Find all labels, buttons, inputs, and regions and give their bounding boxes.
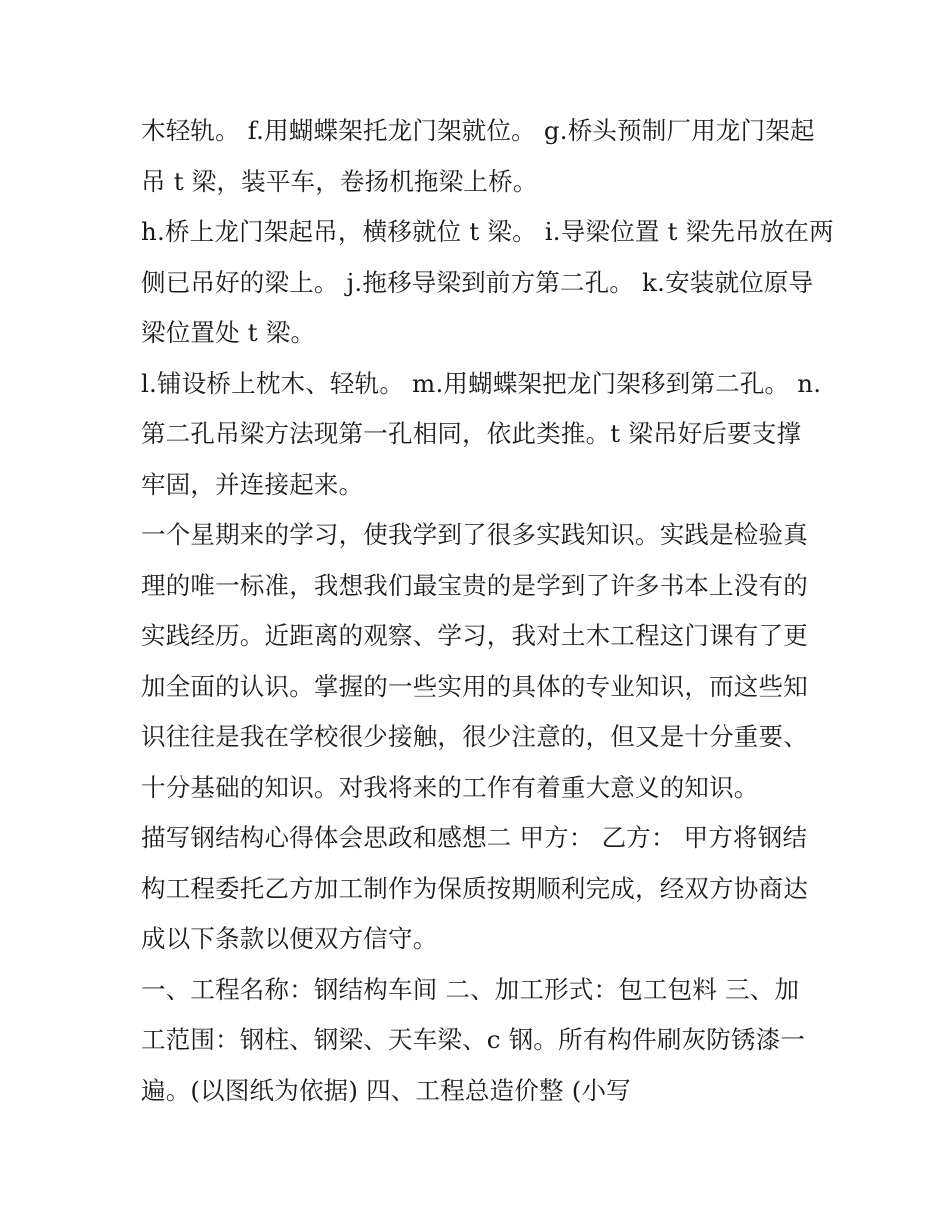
text-line: 实践经历。近距离的观察、学习，我对土木工程这门课有了更 <box>141 621 808 650</box>
paragraph-reflection <box>141 510 811 813</box>
text-line: 理的唯一标准，我想我们最宝贵的是学到了许多书本上没有的 <box>141 570 808 600</box>
paragraph-beam-erection-steps-2 <box>141 207 834 359</box>
text-line: l.铺设桥上枕木、轻轨。 m.用蝴蝶架把龙门架移到第二孔。 n. <box>141 368 822 398</box>
text-line: 梁位置处 t 梁。 <box>141 318 316 347</box>
text-line: 加全面的认识。掌握的一些实用的具体的专业知识，而这些知 <box>141 671 808 701</box>
text-line: 第二孔吊梁方法现第一孔相同，依此类推。t 梁吊好后要支撑 <box>141 419 802 448</box>
paragraph-beam-erection-steps-3 <box>141 359 822 511</box>
text-line: 工范围：钢柱、钢梁、天车梁、c 钢。所有构件刷灰防锈漆一 <box>141 1025 806 1054</box>
text-line: 识往往是我在学校很少接触，很少注意的，但又是十分重要、 <box>141 722 808 751</box>
paragraph-beam-erection-steps-1 <box>141 106 815 207</box>
text-line: 一个星期来的学习，使我学到了很多实践知识。实践是检验真 <box>141 520 808 549</box>
document-body <box>141 106 834 1116</box>
paragraph-contract-intro <box>141 813 811 965</box>
text-line: 十分基础的知识。对我将来的工作有着重大意义的知识。 <box>141 772 759 802</box>
text-line: 描写钢结构心得体会思政和感想二 甲方： 乙方： 甲方将钢结 <box>141 823 808 852</box>
text-line: 吊 t 梁，装平车，卷扬机拖梁上桥。 <box>141 166 538 196</box>
text-line: 一、工程名称：钢结构车间 二、加工形式：包工包料 三、加 <box>141 974 800 1004</box>
text-line: 牢固，并连接起来。 <box>141 469 364 499</box>
text-line: 木轻轨。 f.用蝴蝶架托龙门架就位。 g.桥头预制厂用龙门架起 <box>141 116 815 145</box>
paragraph-contract-terms <box>141 965 811 1117</box>
text-line: 侧已吊好的梁上。 j.拖移导梁到前方第二孔。 k.安装就位原导 <box>141 267 814 297</box>
text-line: 构工程委托乙方加工制作为保质按期顺利完成，经双方协商达 <box>141 873 808 903</box>
text-line: 成以下条款以便双方信守。 <box>141 924 438 953</box>
text-line: 遍。(以图纸为依据) 四、工程总造价整 (小写 <box>141 1075 631 1105</box>
text-line: h.桥上龙门架起吊，横移就位 t 梁。 i.导梁位置 t 梁先吊放在两 <box>141 217 834 246</box>
